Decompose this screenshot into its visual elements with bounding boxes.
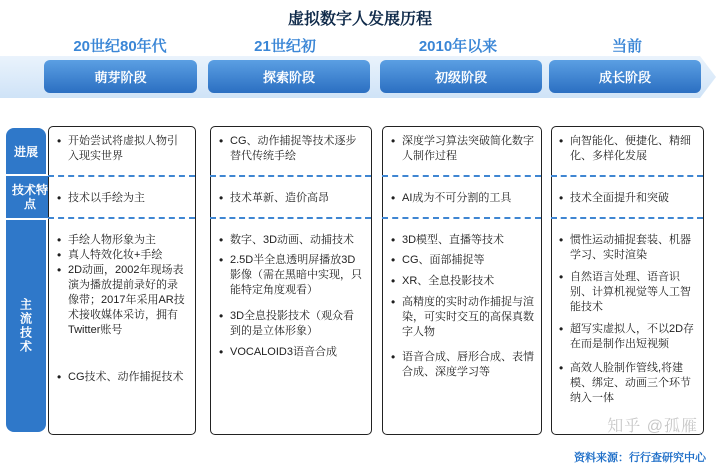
- divider-initial-2: [382, 217, 541, 219]
- feature-text-sprout: • 技术以手绘为主: [68, 191, 188, 206]
- tech-item-initial-5: • 语音合成、唇形合成、表情合成、深度学习等: [402, 350, 534, 380]
- divider-growth-2: [551, 217, 703, 219]
- tech-item-sprout-4: • CG技术、动作捕捉技术: [68, 370, 188, 385]
- tech-item-sprout-3: • 2D动画，2002年现场表演为播放提前录好的录像带；2017年采用AR技术接收媒体采访，拥有Twitter账号: [68, 263, 188, 338]
- side-label-tech-features: 技术特点: [6, 176, 54, 218]
- tech-item-growth-1: • 惯性运动捕捉套装、机器学习、实时渲染: [570, 233, 696, 263]
- tech-item-explore-4: • VOCALOID3语音合成: [230, 345, 364, 360]
- divider-sprout-1: [48, 175, 195, 177]
- progress-text-growth: • 向智能化、便捷化、精细化、多样化发展: [570, 134, 696, 164]
- progress-text-initial: • 深度学习算法突破简化数字人制作过程: [402, 134, 534, 164]
- divider-explore-1: [210, 175, 371, 177]
- feature-text-growth: • 技术全面提升和突破: [570, 191, 696, 206]
- era-label-4: 当前: [611, 38, 642, 55]
- side-label-progress: 进展: [6, 128, 46, 174]
- tech-item-initial-2: • CG、面部捕捉等: [402, 253, 534, 268]
- tech-item-initial-3: • XR、全息投影技术: [402, 274, 534, 289]
- tech-item-sprout-2: • 真人特效化妆+手绘: [68, 248, 188, 263]
- progress-text-sprout: • 开始尝试将虚拟人物引入现实世界: [68, 134, 188, 164]
- page-title: 虚拟数字人发展历程: [287, 11, 432, 28]
- tech-item-growth-2: • 自然语言处理、语音识别、计算机视觉等人工智能技术: [570, 270, 696, 315]
- phase-sprout: 萌芽阶段: [44, 60, 197, 93]
- tech-item-initial-1: • 3D模型、直播等技术: [402, 233, 534, 248]
- tech-item-explore-2: • 2.5D半全息透明屏播放3D影像（需在黑暗中实现，只能特定角度观看）: [230, 253, 364, 298]
- divider-explore-2: [210, 217, 371, 219]
- era-label-3: 2010年以来: [418, 38, 498, 55]
- divider-growth-1: [551, 175, 703, 177]
- zhihu-watermark: 知乎 @孤雁: [607, 418, 698, 435]
- phase-growth: 成长阶段: [549, 60, 701, 93]
- feature-text-explore: • 技术革新、造价高昂: [230, 191, 364, 206]
- tech-item-explore-1: • 数字、3D动画、动捕技术: [230, 233, 364, 248]
- era-label-1: 20世纪80年代: [73, 38, 167, 55]
- progress-text-explore: • CG、动作捕捉等技术逐步替代传统手绘: [230, 134, 364, 164]
- source-caption: 资料来源：行行查研究中心: [574, 452, 706, 464]
- era-label-2: 21世纪初: [254, 38, 316, 55]
- phase-initial: 初级阶段: [380, 60, 542, 93]
- divider-sprout-2: [48, 217, 195, 219]
- feature-text-initial: • AI成为不可分割的工具: [402, 191, 534, 206]
- tech-item-growth-3: • 超写实虚拟人，不以2D存在而是制作出短视频: [570, 322, 696, 352]
- divider-initial-1: [382, 175, 541, 177]
- tech-item-explore-3: • 3D全息投影技术（观众看到的是立体形象）: [230, 309, 364, 339]
- tech-item-growth-4: • 高效人脸制作管线,将建模、绑定、动画三个环节纳入一体: [570, 361, 696, 406]
- phase-explore: 探索阶段: [208, 60, 370, 93]
- side-label-main-tech: 主流技术: [6, 220, 46, 432]
- tech-item-initial-4: • 高精度的实时动作捕捉与渲染，可实时交互的高保真数字人物: [402, 295, 534, 340]
- tech-item-sprout-1: • 手绘人物形象为主: [68, 233, 188, 248]
